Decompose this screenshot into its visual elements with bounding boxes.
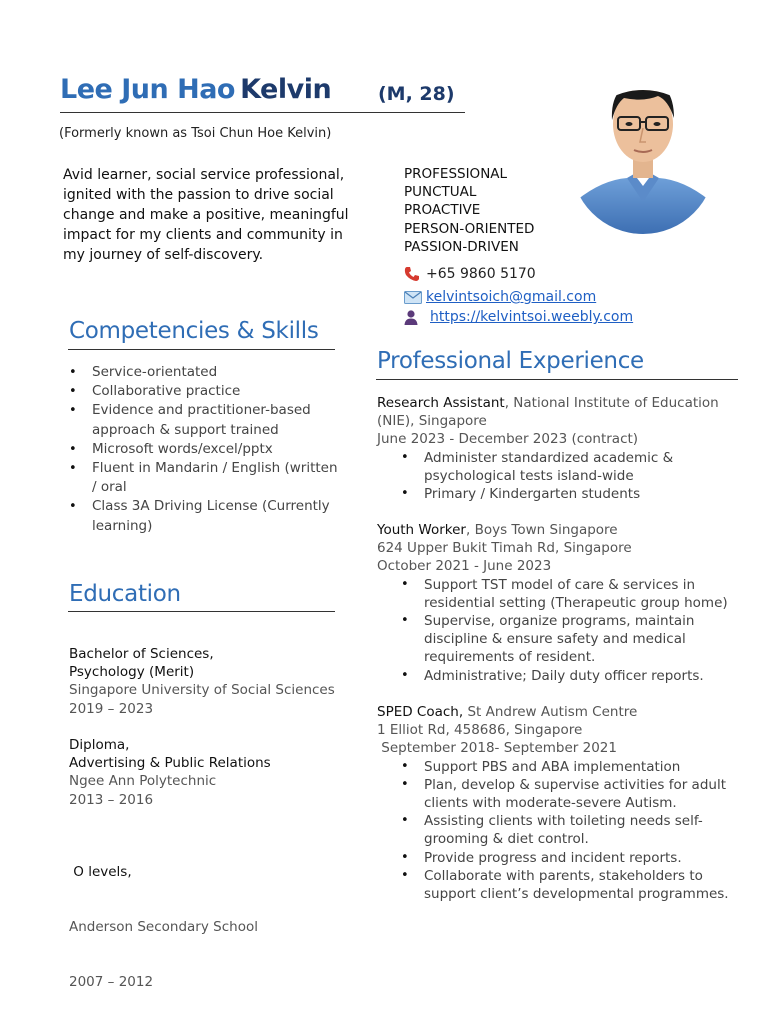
- summary-text: Avid learner, social service professional, ignited with the passion to drive social change and make a positive, meaningful impact for my clients and community in my journey of self-discovery.: [63, 167, 349, 263]
- list-item: • Support PBS and ABA implementation: [401, 758, 737, 776]
- job-duties: [401, 758, 737, 904]
- years: 2019 – 2023: [69, 700, 154, 717]
- years: 2007 – 2012: [69, 973, 154, 990]
- list-item: • Assisting clients with toileting needs self-grooming & diet control.: [401, 812, 737, 848]
- education-entry: [69, 736, 271, 809]
- name-last: Kelvin: [240, 74, 332, 105]
- phone-number: +65 9860 5170: [426, 266, 536, 282]
- education-title: Education: [69, 581, 181, 607]
- competencies-list: [69, 363, 339, 536]
- education-entry: [69, 827, 258, 1009]
- competencies-title: Competencies & Skills: [69, 318, 319, 344]
- list-item: • Microsoft words/excel/pptx: [69, 440, 339, 459]
- institution: Ngee Ann Polytechnic: [69, 773, 217, 790]
- list-item: • Class 3A Driving License (Currently learning): [69, 497, 339, 535]
- institution: Singapore University of Social Sciences: [69, 682, 335, 699]
- list-item: • Collaborative practice: [69, 382, 339, 401]
- degree-title: Bachelor of Sciences,: [69, 646, 214, 662]
- list-item: • Support TST model of care & services in residential setting (Therapeutic group home): [401, 576, 737, 612]
- website-contact: [404, 309, 633, 325]
- experience-divider: [376, 379, 738, 380]
- list-item: • Service-orientated: [69, 363, 339, 382]
- job-entry: [377, 703, 737, 903]
- job-role: Youth Worker: [377, 522, 466, 538]
- trait-item: PERSON-ORIENTED: [404, 220, 535, 237]
- job-org: , National Institute of Education (NIE), Singapore: [377, 395, 719, 430]
- email-contact: [404, 289, 596, 305]
- experience-title: Professional Experience: [377, 348, 644, 374]
- trait-item: PROACTIVE: [404, 202, 481, 219]
- list-item: • Plan, develop & supervise activities for adult clients with moderate-severe Autism.: [401, 776, 737, 812]
- email-link[interactable]: kelvintsoich@gmail.com: [426, 289, 597, 305]
- job-org: St Andrew Autism Centre: [463, 704, 638, 720]
- job-dates: June 2023 - December 2023 (contract): [377, 431, 639, 448]
- list-item: • Fluent in Mandarin / English (written / oral: [69, 459, 339, 497]
- job-dates: October 2021 - June 2023: [377, 558, 552, 575]
- job-role: SPED Coach,: [377, 704, 464, 720]
- job-duties: [401, 576, 737, 685]
- job-dates: September 2018- September 2021: [377, 740, 617, 757]
- trait-item: PASSION-DRIVEN: [404, 238, 519, 255]
- profile-photo: [572, 62, 714, 234]
- job-org: , Boys Town Singapore: [465, 522, 618, 538]
- degree-field: Advertising & Public Relations: [69, 755, 271, 772]
- list-item: • Primary / Kindergarten students: [401, 485, 737, 503]
- job-duties: [401, 449, 737, 504]
- list-item: • Collaborate with parents, stakeholders to support client’s developmental programmes.: [401, 867, 737, 903]
- list-item: • Administer standardized academic & psychological tests island-wide: [401, 449, 737, 485]
- degree-title: Diploma,: [69, 737, 130, 753]
- name-header: [60, 74, 465, 113]
- traits-list: [404, 165, 534, 256]
- degree-field: Psychology (Merit): [69, 664, 195, 681]
- years: 2013 – 2016: [69, 791, 154, 808]
- person-icon: [404, 309, 426, 325]
- gender-age: (M, 28): [378, 83, 455, 105]
- list-item: • Administrative; Daily duty officer reports.: [401, 667, 737, 685]
- former-name: (Formerly known as Tsoi Chun Hoe Kelvin): [59, 126, 332, 141]
- job-address: 1 Elliot Rd, 458686, Singapore: [377, 722, 583, 739]
- phone-icon: [404, 266, 426, 282]
- education-divider: [68, 611, 335, 612]
- list-item: • Evidence and practitioner-based approach & support trained: [69, 401, 339, 439]
- phone-contact: [404, 266, 536, 282]
- education-entry: [69, 645, 335, 718]
- trait-item: PUNCTUAL: [404, 184, 477, 201]
- institution: Anderson Secondary School: [69, 919, 258, 936]
- job-address: 624 Upper Bukit Timah Rd, Singapore: [377, 540, 632, 557]
- email-icon: [404, 291, 426, 304]
- degree-title: O levels,: [69, 864, 132, 881]
- name-first: Lee Jun Hao: [60, 74, 235, 105]
- job-entry: [377, 394, 737, 503]
- list-item: • Supervise, organize programs, maintain discipline & ensure safety and medical requirements of resident.: [401, 612, 737, 667]
- trait-item: PROFESSIONAL: [404, 166, 508, 182]
- job-entry: [377, 521, 737, 685]
- website-link[interactable]: https://kelvintsoi.weebly.com: [430, 309, 634, 325]
- competencies-divider: [68, 349, 335, 350]
- list-item: • Provide progress and incident reports.: [401, 849, 737, 867]
- job-role: Research Assistant: [377, 395, 505, 411]
